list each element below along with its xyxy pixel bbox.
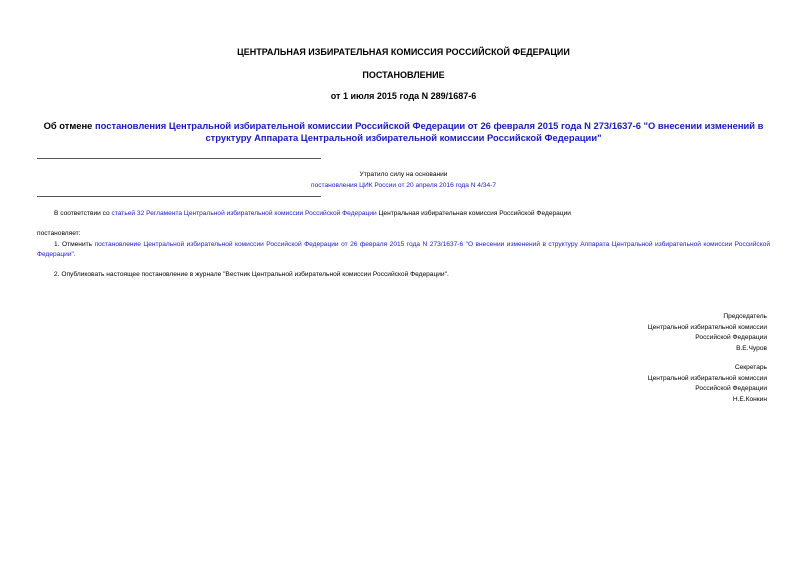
resolves-text: постановляет: <box>37 230 81 237</box>
regulation-article-link[interactable]: статьей 32 Регламента Центральной избирательной комиссии Российской Федерации <box>111 210 377 217</box>
item-1-paragraph <box>37 240 770 260</box>
divider-bottom <box>37 196 321 197</box>
chair-org-1: Центральной избирательной комиссии <box>647 323 767 331</box>
intro-paragraph <box>37 209 770 219</box>
secretary-name: Н.Е.Конкин <box>732 395 767 403</box>
chair-signature <box>547 312 767 354</box>
repeal-status <box>220 169 587 191</box>
intro-prefix: В соответствии со <box>54 210 112 217</box>
repeal-status-link[interactable]: постановления ЦИК России от 20 апреля 2016 года N 4/34-7 <box>311 182 496 189</box>
document-type: ПОСТАНОВЛЕНИЕ <box>362 70 445 80</box>
item-1-prefix: 1. Отменить <box>54 241 95 248</box>
commission-heading: ЦЕНТРАЛЬНАЯ ИЗБИРАТЕЛЬНАЯ КОМИССИЯ РОССИЙСКОЙ ФЕДЕРАЦИИ <box>237 47 570 57</box>
chair-name: В.Е.Чуров <box>736 344 767 352</box>
document-title <box>30 120 777 144</box>
chair-org-2: Российской Федерации <box>695 334 767 341</box>
secretary-org-1: Центральной избирательной комиссии <box>647 374 767 382</box>
title-prefix: Об отмене <box>43 120 95 131</box>
title-link[interactable]: постановления Центральной избирательной комиссии Российской Федерации от 26 февраля 2015 года N 273/1637-6 "О внесении изменений в структуру Аппарата Центральной избирательной комиссии Российской Федерации" <box>95 120 764 143</box>
item-1-link[interactable]: постановление Центральной избирательной комиссии Российской Федерации от 26 февраля 2015 года N 273/1637-6 "О внесении изменений в структуру Аппарата Центральной избирательной комиссии Российской Федерации" <box>37 241 771 258</box>
document-date-number: от 1 июля 2015 года N 289/1687-6 <box>330 91 477 101</box>
secretary-org-2: Российской Федерации <box>695 385 767 392</box>
secretary-signature <box>547 363 767 405</box>
intro-suffix: Центральная избирательная комиссия Российской Федерации <box>376 210 571 217</box>
repeal-status-text: Утратило силу на основании <box>359 171 448 178</box>
secretary-role: Секретарь <box>734 364 767 371</box>
item-1-suffix: . <box>73 251 76 258</box>
item-2-paragraph: 2. Опубликовать настоящее постановление в журнале "Вестник Центральной избирательной комиссии Российской Федерации". <box>54 271 449 278</box>
divider-top <box>37 158 321 159</box>
chair-role: Председатель <box>723 313 767 320</box>
